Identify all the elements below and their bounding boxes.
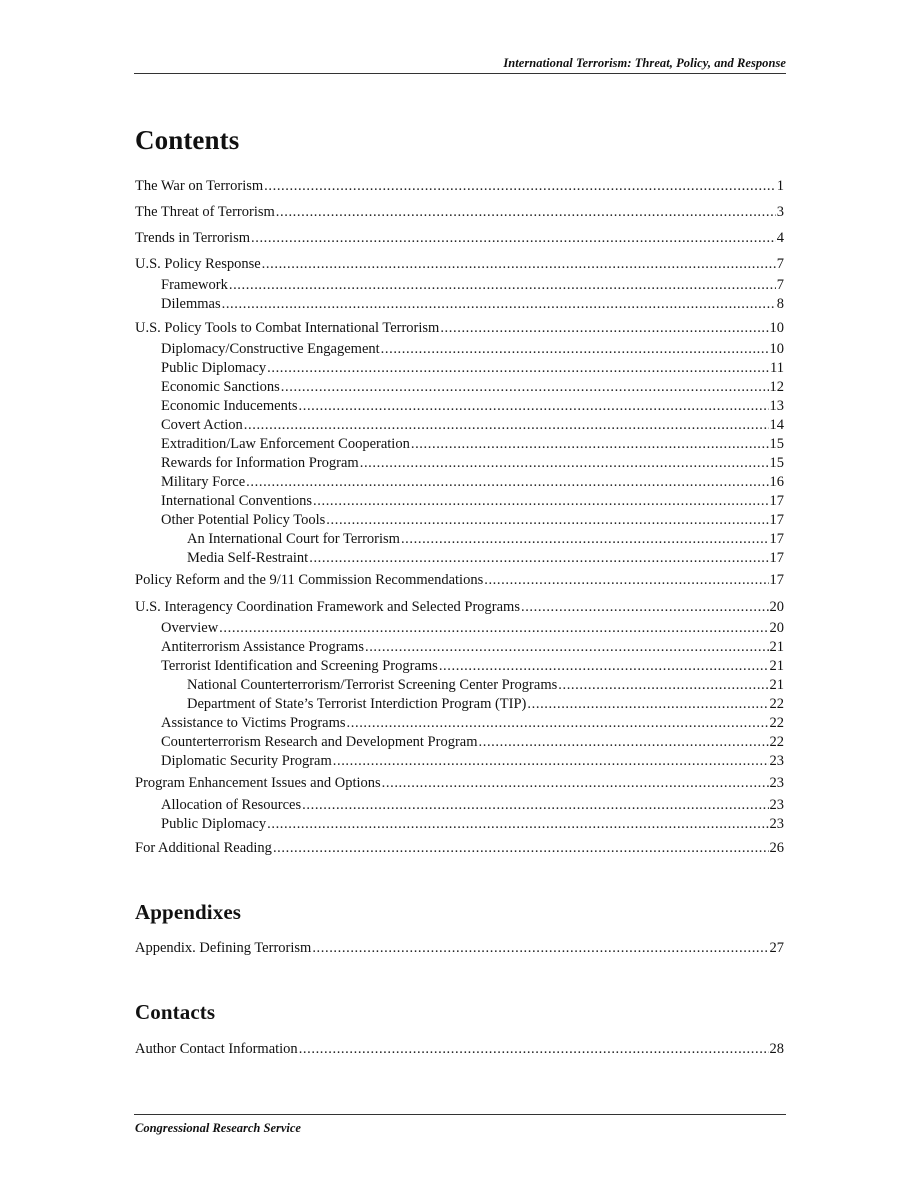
toc-leader-dots [281,379,769,396]
toc-leader-dots [262,256,776,273]
toc-leader-dots [222,296,776,313]
page-header [134,54,786,74]
toc-leader-dots [229,277,776,294]
toc-leader-dots [309,550,768,567]
toc-entry-war-on-terrorism[interactable] [135,178,784,195]
toc-entry-title: Allocation of Resources [161,797,302,813]
toc-entry-covert-action[interactable] [161,417,784,434]
toc-entry-extradition-law-enforcement[interactable] [161,436,784,453]
toc-leader-dots [527,696,768,713]
toc-leader-dots [219,620,768,637]
toc-entry-title: Other Potential Policy Tools [161,512,326,528]
toc-entry-title: Policy Reform and the 9/11 Commission Recommendations [135,572,484,588]
toc-entry-economic-sanctions[interactable] [161,379,784,396]
toc-entry-additional-reading[interactable] [135,840,784,857]
toc-page-number: 23 [769,816,784,832]
toc-page-number: 12 [769,379,784,395]
toc-entry-national-counterterrorism-center[interactable] [187,677,784,694]
toc-page-number: 23 [769,775,784,791]
toc-leader-dots [360,455,769,472]
toc-leader-dots [312,940,768,957]
toc-leader-dots [299,1041,769,1058]
toc-leader-dots [440,320,768,337]
toc-entry-title: U.S. Policy Tools to Combat International Terrorism [135,320,440,336]
toc-page-number: 16 [769,474,784,490]
toc-page-number: 7 [776,256,784,272]
toc-page-number: 17 [769,531,784,547]
toc-page-number: 11 [770,360,784,376]
toc-leader-dots [267,816,768,833]
toc-entry-title: International Conventions [161,493,313,509]
toc-leader-dots [299,398,769,415]
toc-page-number: 21 [769,677,784,693]
toc-entry-appendix-defining-terrorism[interactable] [135,940,784,957]
contents-heading: Contents [135,125,240,155]
toc-entry-title: U.S. Interagency Coordination Framework and Selected Programs [135,599,520,615]
toc-entry-rewards-for-information[interactable] [161,455,784,472]
footer-publisher: Congressional Research Service [135,1121,301,1135]
toc-entry-title: Terrorist Identification and Screening Programs [161,658,438,674]
toc-entry-us-policy-response[interactable] [135,256,784,273]
toc-entry-title: Framework [161,277,228,293]
toc-page-number: 17 [769,512,784,528]
toc-leader-dots [251,230,776,247]
toc-entry-title: Appendix. Defining Terrorism [135,940,312,956]
toc-entry-title: Covert Action [161,417,243,433]
toc-entry-assistance-to-victims[interactable] [161,715,784,732]
appendixes-heading: Appendixes [135,900,242,924]
toc-entry-title: Public Diplomacy [161,816,267,832]
toc-entry-title: Dilemmas [161,296,221,312]
toc-entry-title: National Counterterrorism/Terrorist Screening Center Programs [187,677,558,693]
toc-leader-dots [273,840,769,857]
toc-entry-title: The Threat of Terrorism [135,204,275,220]
toc-entry-title: An International Court for Terrorism [187,531,400,547]
toc-page-number: 20 [769,620,784,636]
toc-page-number: 17 [769,493,784,509]
toc-page-number: 23 [769,753,784,769]
toc-entry-antiterrorism-assistance[interactable] [161,639,784,656]
toc-page-number: 27 [769,940,784,956]
toc-entry-author-contact-information[interactable] [135,1041,784,1058]
toc-leader-dots [439,658,769,675]
toc-entry-trends-in-terrorism[interactable] [135,230,784,247]
toc-entry-title: Extradition/Law Enforcement Cooperation [161,436,410,452]
toc-entry-title: Public Diplomacy [161,360,267,376]
toc-entry-terrorist-identification-screening[interactable] [161,658,784,675]
toc-page-number: 17 [769,550,784,566]
toc-entry-title: Rewards for Information Program [161,455,359,471]
toc-entry-policy-reform-9-11[interactable] [135,572,784,589]
toc-page-number: 3 [776,204,784,220]
toc-page-number: 26 [769,840,784,856]
toc-entry-counterterrorism-research[interactable] [161,734,784,751]
toc-page-number: 7 [776,277,784,293]
toc-entry-economic-inducements[interactable] [161,398,784,415]
toc-entry-dilemmas[interactable] [161,296,784,313]
toc-entry-title: Media Self-Restraint [187,550,309,566]
page-footer [134,1114,786,1135]
toc-leader-dots [381,341,769,358]
toc-page-number: 21 [769,639,784,655]
toc-entry-us-policy-tools[interactable] [135,320,784,337]
toc-entry-title: Assistance to Victims Programs [161,715,346,731]
toc-page-number: 13 [769,398,784,414]
toc-leader-dots [333,753,769,770]
toc-entry-title: Diplomacy/Constructive Engagement [161,341,380,357]
toc-entry-diplomacy-constructive-engagement[interactable] [161,341,784,358]
toc-entry-media-self-restraint[interactable] [187,550,784,567]
toc-page-number: 8 [776,296,784,312]
toc-leader-dots [246,474,768,491]
toc-leader-dots [313,493,768,510]
toc-page-number: 1 [776,178,784,194]
toc-entry-title: Economic Inducements [161,398,298,414]
contacts-heading: Contacts [135,1000,216,1024]
toc-leader-dots [244,417,769,434]
toc-entry-interagency-coordination[interactable] [135,599,784,616]
toc-leader-dots [365,639,769,656]
toc-leader-dots [347,715,769,732]
toc-entry-title: Department of State’s Terrorist Interdiction Program (TIP) [187,696,527,712]
toc-leader-dots [264,178,776,195]
toc-entry-title: For Additional Reading [135,840,272,856]
toc-leader-dots [326,512,768,529]
toc-entry-public-diplomacy-2[interactable] [161,816,784,833]
toc-entry-other-policy-tools[interactable] [161,512,784,529]
toc-leader-dots [558,677,768,694]
toc-page-number: 4 [776,230,784,246]
toc-page-number: 22 [769,715,784,731]
toc-entry-program-enhancement[interactable] [135,775,784,792]
toc-page-number: 17 [769,572,784,588]
toc-entry-title: Trends in Terrorism [135,230,250,246]
toc-leader-dots [382,775,769,792]
toc-page-number: 14 [769,417,784,433]
toc-entry-title: Counterterrorism Research and Development Program [161,734,478,750]
toc-leader-dots [302,797,768,814]
toc-page-number: 20 [769,599,784,615]
toc-leader-dots [479,734,769,751]
toc-page-number: 15 [769,436,784,452]
toc-page-number: 28 [769,1041,784,1057]
toc-page-number: 15 [769,455,784,471]
toc-leader-dots [276,204,776,221]
toc-page-number: 10 [769,341,784,357]
toc-entry-public-diplomacy[interactable] [161,360,784,377]
toc-page-number: 22 [769,696,784,712]
toc-leader-dots [484,572,768,589]
toc-entry-title: Economic Sanctions [161,379,280,395]
running-header-title: International Terrorism: Threat, Policy, and Response [503,56,786,70]
toc-entry-international-conventions[interactable] [161,493,784,510]
toc-leader-dots [401,531,769,548]
toc-page-number: 10 [769,320,784,336]
toc-entry-military-force[interactable] [161,474,784,491]
toc-page-number: 23 [769,797,784,813]
toc-entry-title: Author Contact Information [135,1041,298,1057]
toc-entry-title: The War on Terrorism [135,178,264,194]
toc-entry-allocation-of-resources[interactable] [161,797,784,814]
toc-entry-threat-of-terrorism[interactable] [135,204,784,221]
toc-entry-title: Program Enhancement Issues and Options [135,775,381,791]
toc-entry-title: Antiterrorism Assistance Programs [161,639,364,655]
toc-entry-framework[interactable] [161,277,784,294]
toc-entry-overview[interactable] [161,620,784,637]
toc-entry-title: U.S. Policy Response [135,256,261,272]
toc-entry-title: Diplomatic Security Program [161,753,332,769]
toc-entry-title: Overview [161,620,219,636]
toc-leader-dots [521,599,769,616]
toc-entry-terrorist-interdiction-program[interactable] [187,696,784,713]
toc-page-number: 22 [769,734,784,750]
toc-entry-diplomatic-security[interactable] [161,753,784,770]
toc-entry-title: Military Force [161,474,246,490]
toc-leader-dots [267,360,769,377]
toc-page-number: 21 [769,658,784,674]
toc-leader-dots [411,436,769,453]
toc-entry-international-court[interactable] [187,531,784,548]
